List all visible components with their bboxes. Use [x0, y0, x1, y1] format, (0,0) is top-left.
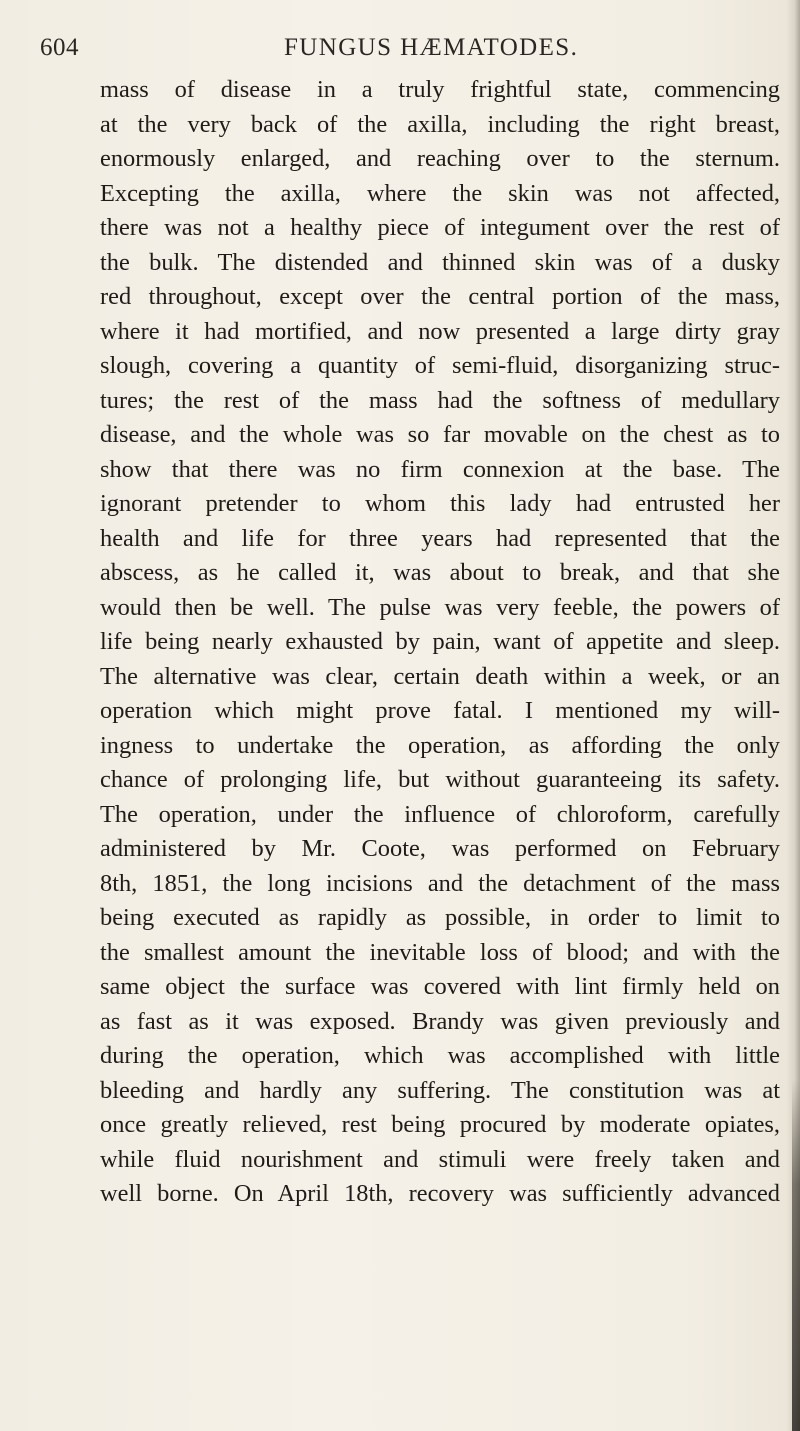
- text-line: health and life for three years had represented that the: [100, 524, 780, 552]
- text-line: same object the surface was covered with lint firmly held on: [100, 973, 780, 1000]
- text-line: ingness to undertake the operation, as affording the only: [100, 731, 780, 759]
- body-text: [100, 73, 780, 1212]
- text-line: life being nearly exhausted by pain, want of appetite and sleep.: [100, 628, 780, 655]
- text-line: The operation, under the influence of chloroform, carefully: [100, 800, 780, 828]
- text-line: ignorant pretender to whom this lady had entrusted her: [100, 490, 780, 517]
- text-line: would then be well. The pulse was very feeble, the powers of: [100, 593, 780, 621]
- text-line: Excepting the axilla, where the skin was not affected,: [100, 179, 780, 207]
- text-line: administered by Mr. Coote, was performed on February: [100, 835, 780, 862]
- text-line: abscess, as he called it, was about to break, and that she: [100, 559, 780, 586]
- text-line: being executed as rapidly as possible, in order to limit to: [100, 904, 780, 931]
- text-line: the bulk. The distended and thinned skin was of a dusky: [100, 248, 780, 276]
- text-line: well borne. On April 18th, recovery was sufficiently advanced: [100, 1180, 780, 1207]
- text-line: disease, and the whole was so far movable on the chest as to: [100, 421, 780, 448]
- text-line: bleeding and hardly any suffering. The constitution was at: [100, 1076, 780, 1104]
- text-line: enormously enlarged, and reaching over to the sternum.: [100, 145, 780, 172]
- page-header: [40, 28, 740, 76]
- text-line: there was not a healthy piece of integument over the rest of: [100, 214, 780, 241]
- text-line: during the operation, which was accomplished with little: [100, 1042, 780, 1069]
- text-line: mass of disease in a truly frightful state, commencing: [100, 76, 780, 103]
- text-line: show that there was no firm connexion at the base. The: [100, 455, 780, 483]
- page-edge-dark: [792, 1080, 800, 1431]
- text-line: red throughout, except over the central portion of the mass,: [100, 283, 780, 310]
- running-head: FUNGUS HÆMATODES.: [284, 34, 579, 61]
- text-line: chance of prolonging life, but without guaranteeing its safety.: [100, 766, 780, 793]
- text-line: at the very back of the axilla, including the right breast,: [100, 110, 780, 138]
- text-line: as fast as it was exposed. Brandy was given previously and: [100, 1007, 780, 1035]
- text-line: while fluid nourishment and stimuli were freely taken and: [100, 1145, 780, 1173]
- page-number: 604: [40, 34, 79, 61]
- text-line: The alternative was clear, certain death within a week, or an: [100, 662, 780, 690]
- text-line: where it had mortified, and now presented a large dirty gray: [100, 317, 780, 345]
- text-line: once greatly relieved, rest being procured by moderate opiates,: [100, 1111, 780, 1138]
- text-line: 8th, 1851, the long incisions and the detachment of the mass: [100, 869, 780, 897]
- text-line: slough, covering a quantity of semi-fluid, disorganizing struc-: [100, 352, 780, 379]
- text-line: operation which might prove fatal. I mentioned my will-: [100, 697, 780, 724]
- text-line: tures; the rest of the mass had the softness of medullary: [100, 386, 780, 414]
- text-line: the smallest amount the inevitable loss of blood; and with the: [100, 938, 780, 966]
